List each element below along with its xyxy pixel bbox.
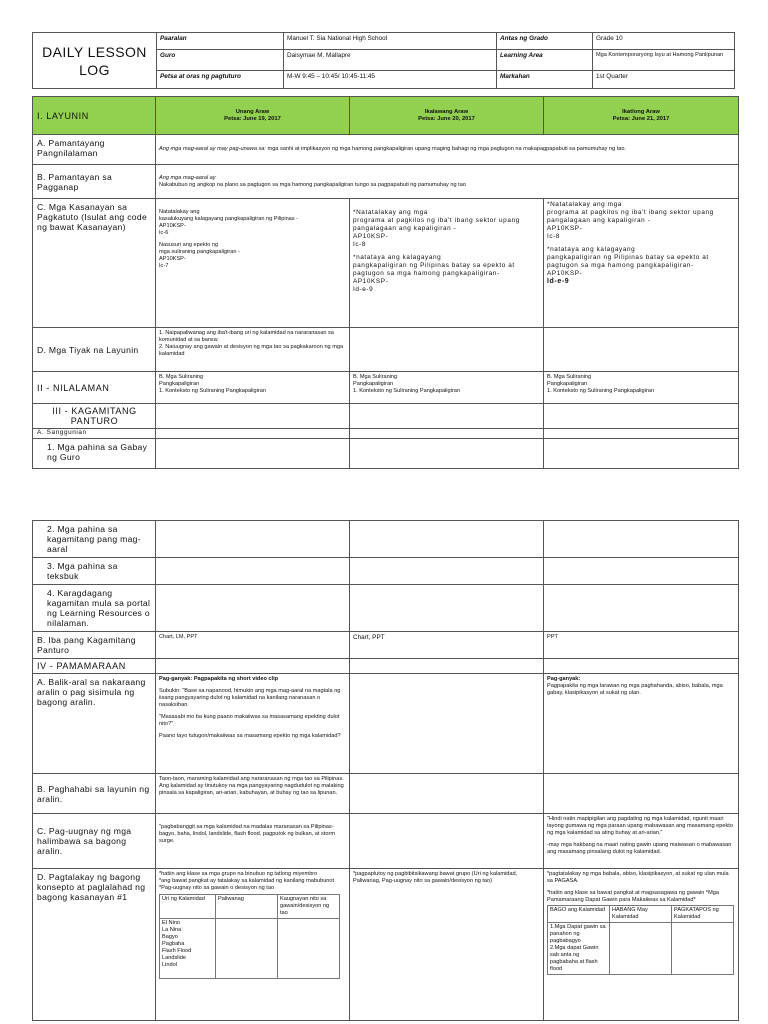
kagamitan-day-3 <box>544 404 739 429</box>
row-label-kagamitang-mag-aaral: 2. Mga pahina sa kagamitang pang mag-aaral <box>33 521 156 558</box>
guro-label: Guro <box>157 50 284 71</box>
day-header-row <box>33 97 739 135</box>
page-title: DAILY LESSON LOG <box>33 33 157 89</box>
kalamidad-header-paliwanag: Paliwanag <box>216 895 278 919</box>
tiyak-day-3 <box>544 328 739 372</box>
antas-value: Grade 10 <box>593 33 735 50</box>
kagamitang-mag-day-2 <box>350 521 544 558</box>
pamamaraan-day-1 <box>156 659 350 674</box>
lesson-table-page2 <box>32 520 739 1021</box>
kalamidad-item: El Nino <box>162 920 181 926</box>
pagtalakay-day-2: *pagpaplutoy ng pagbibitsikawang bawat grupo (Uri ng kalamidad, Paliwanag, Pag-uugnay nito sa gawain/desisyon ng tao) <box>350 869 544 1021</box>
paghahabi-day-3 <box>544 774 739 814</box>
petsa-value: M-W 9:45 – 10:45/ 10:45-11:45 <box>284 71 497 89</box>
kagamitang-mag-day-1 <box>156 521 350 558</box>
row-label-paghahabi: B. Paghahabi sa layunin ng aralin. <box>33 774 156 814</box>
kalamidad-item: Bagyo <box>162 934 178 940</box>
pamamaraan-header-pagkatapos: PAGKATAPOS ng Kalamidad <box>672 906 734 923</box>
karagdagang-day-2 <box>350 585 544 632</box>
pamantayang-pangnilalaman-text: Ang mga mag-aaral ay may pag-unawa sa: mga sanhi at implikasyon ng mga hamong pangkapaligiran upang maging bahagi ng mga pagtugon na makapagpapabuti sa pamumuhay ng tao. <box>156 135 739 165</box>
row-label-karagdagang-kagamitan: 4. Karagdagang kagamitan mula sa portal ng Learning Resources o nilalaman. <box>33 585 156 632</box>
day-1-header: Unang Araw Petsa: June 19, 2017 <box>156 97 350 135</box>
karagdagang-day-1 <box>156 585 350 632</box>
section-pamamaraan: IV - PAMAMARAAN <box>33 659 156 674</box>
pamamaraan-table <box>547 905 734 975</box>
pamamaraan-header-bago: BAGO ang Kalamidad <box>548 906 610 923</box>
kagamitan-day-2 <box>350 404 544 429</box>
paaralan-value: Manuel T. Sia National High School <box>284 33 497 50</box>
sanggunian-day-2 <box>350 429 544 439</box>
pag-uugnay-day-1: "pagbabanggit sa mga kalamidad na madalas maranasan sa Pilipinas- bagyo, baha, lindol, landslide, flash flood, pagputok ng bulkan, at storm surge. <box>156 814 350 869</box>
nilalaman-day-3: B. Mga Suliraning Pangkapaligiran 1. Konteksto ng Suliraning Pangkapaligiran <box>544 372 739 404</box>
row-label-pamantayan-pagganap: B. Pamantayan sa Pagganap <box>33 165 156 199</box>
paaralan-label: Paaralan <box>157 33 284 50</box>
iba-pang-day-1: Chart, LM, PPT <box>156 632 350 659</box>
tiyak-day-2 <box>350 328 544 372</box>
pamamaraan-pagkatapos-cell <box>672 923 734 975</box>
pamamaraan-habang-cell <box>610 923 672 975</box>
row-label-pagtalakay: D. Pagtalakay ng bagong konsepto at paglalahad ng bagong kasanayan #1 <box>33 869 156 1021</box>
kalamidad-item: La Nina <box>162 927 182 933</box>
markahan-value: 1st Quarter <box>593 71 735 89</box>
kalamidad-header-uri: Uri ng Kalamidad <box>160 895 216 919</box>
teksbuk-day-2 <box>350 558 544 585</box>
gabay-day-3 <box>544 439 739 469</box>
antas-label: Antas ng Grado <box>497 33 593 50</box>
kalamidad-item: Flash Flood <box>162 948 192 954</box>
tiyak-day-1: 1. Naipapaliwanag ang iba't-ibang uri ng kalamidad na nararanasan sa komunidad at sa bansa; 2. Naiuugnay ang gawain at desisyon ng mga tao sa pagkakaroon ng mga kalamidad <box>156 328 350 372</box>
kagamitan-day-1 <box>156 404 350 429</box>
nilalaman-day-2: B. Mga Suliraning Pangkapaligiran 1. Konteksto ng Suliraning Pangkapaligiran <box>350 372 544 404</box>
teksbuk-day-1 <box>156 558 350 585</box>
balik-aral-day-2 <box>350 674 544 774</box>
gabay-day-2 <box>350 439 544 469</box>
row-label-kasanayan: C. Mga Kasanayan sa Pagkatuto (Isulat ang code ng bawat Kasanayan) <box>33 199 156 328</box>
pag-uugnay-day-2 <box>350 814 544 869</box>
paghahabi-day-2 <box>350 774 544 814</box>
pamamaraan-header-habang: HABANG May Kalamidad <box>610 906 672 923</box>
pamamaraan-day-3 <box>544 659 739 674</box>
paghahabi-day-1: Taon-taon, maraming kalamidad ang nararanasan ng mga tao sa Pilipinas. Ang kalamidad ay tinutukoy na mga pangyayaring nagdudulot ng malaking pinsala sa kapaligiran, ari-arian, kabuhayan, at buhay ng tao sa lipunan. <box>156 774 350 814</box>
karagdagang-day-3 <box>544 585 739 632</box>
kalamidad-item: Pagbaha <box>162 941 185 947</box>
kalamidad-table <box>159 894 340 979</box>
row-label-gabay: 1. Mga pahina sa Gabay ng Guro <box>33 439 156 469</box>
sanggunian-day-1 <box>156 429 350 439</box>
pamantayan-pagganap-text: Ang mga mag-aaral ay Nakabubuo ng angkop na plano sa pagtugon sa mga hamong pangkapaligiran tungo sa pagpapabuti ng pamumuhay ng tao <box>156 165 739 199</box>
pagtalakay-day-1: *hatiin ang klase sa mga grupo na binubuo ng tatlong miyembro *ang bawat pangkat ay tatalakay sa kalamidad ng kanilang mabubunot *Pag-uugnay nito sa gawain o desisyon ng tao Uri ng Kalamidad Paliwanag Kaugnayan nito sa gawain/desisyon ng tao El Nino La Nina Bagyo Pagbaha Flash Flood Landslide Lindol <box>156 869 350 1021</box>
kalamidad-list <box>160 919 216 979</box>
markahan-label: Markahan <box>497 71 593 89</box>
row-label-balik-aral: A. Balik-aral sa nakaraang aralin o pag sisimula ng bagong aralin. <box>33 674 156 774</box>
pag-uugnay-day-3: "Hindi natin mapipigilan ang pagdating ng mga kalamidad, ngunit maari tayong gumawa ng mga paraan upang mabawasan ang masamang epekto ng mga kalamidad sa ating buhay at ari-arian." -may mga hakbang na maari nating gawin upang maiwasan o mabawasan ang masamang pinsalang dulot ng kalamidad. <box>544 814 739 869</box>
section-kagamitan: III - KAGAMITANG PANTURO <box>33 404 156 429</box>
kagamitang-mag-day-3 <box>544 521 739 558</box>
row-label-tiyak-na-layunin: D. Mga Tiyak na Layunin <box>33 328 156 372</box>
row-label-sanggunian: A. Sanggunian <box>33 429 156 439</box>
kasanayan-day-3: *Natatalakay ang mga programa at pagkilos ng iba't ibang sektor upang pangalagaan ang kapaligiran - AP10KSP- Ic-8 *natataya ang kalagayang pangkapaligiran ng Pilipinas batay sa epekto at pagtugon sa mga hamong pangkapaligiran- AP10KSP- Id-e-9 <box>544 199 739 328</box>
kalamidad-kaugnayan-cell <box>278 919 340 979</box>
kalamidad-header-kaugnayan: Kaugnayan nito sa gawain/desisyon ng tao <box>278 895 340 919</box>
balik-aral-day-3: Pag-ganyak: Pagpapakita ng mga larawan ng mga paghahanda, abiso, babala, mga gabay, klasipikasyon at sukat ng ulan. <box>544 674 739 774</box>
row-label-iba-pang-kagamitan: B. Iba pang Kagamitang Panturo <box>33 632 156 659</box>
lesson-table-page1 <box>32 96 739 469</box>
pamamaraan-day-2 <box>350 659 544 674</box>
pamamaraan-bago-cell: 1.Mga Dapat gawin sa panahon ng pagbabagyo 2.Mga dapat Gawin sab anta ng pagbabaha at flash flood <box>548 923 610 975</box>
iba-pang-day-2: Chart, PPT <box>350 632 544 659</box>
kasanayan-day-2: *Natatalakay ang mga programa at pagkilos ng iba't ibang sektor upang pangalagaan ang kapaligiran - AP10KSP- Ic-8 *natataya ang kalagayang pangkapaligiran ng Pilipinas batay sa epekto at pagtugon sa mga hamong pangkapaligiran- AP10KSP- Id-e-9 <box>350 199 544 328</box>
day-2-header: Ikalawang Araw Petsa: June 20, 2017 <box>350 97 544 135</box>
area-label: Learning Area <box>497 50 593 71</box>
kalamidad-item: Landslide <box>162 955 186 961</box>
day-3-header: Ikatlong Araw Petsa: June 21, 2017 <box>544 97 739 135</box>
section-layunin: I. LAYUNIN <box>33 97 156 135</box>
pagtalakay-day-3: *pagtatalakay ng mga babala, abiso, klasipikasyon, at sukat ng ulan mula sa PAGASA. *hatiin ang klase sa bawat pangkat at magsasagawa ng gawain *Mga Pamamaraang Dapat Gawin para Makaiiwas sa Kalamidad* BAGO ang Kalamidad HABANG May Kalamidad PAGKATAPOS ng Kalamidad 1.Mga Dapat gawin sa panahon ng pagbabagyo 2.Mga dapat Gawin sab anta ng pagbabaha at flash flood <box>544 869 739 1021</box>
balik-aral-day-1: Pag-ganyak: Pagpapakita ng short video clip Subukin: "Base sa napanood, himukin ang mga mag-aaral na magtala ng iisang pangyayaring dulot ng kalamidad na kanilang naranasan o nasaksihan. "Masasabi mo ba kung paano makaiiwas sa masasamang epekting dulot nito?" Paano tayo tutugon/makaiiwas sa masamang epekto ng mga kalamidad? <box>156 674 350 774</box>
area-value: Mga Kontemporaryong Isyu at Hamong Panlipunan <box>593 50 735 71</box>
kalamidad-item: Lindol <box>162 962 177 968</box>
petsa-label: Petsa at oras ng pagtuturo <box>157 71 284 89</box>
section-nilalaman: II - NILALAMAN <box>33 372 156 404</box>
row-label-teksbuk: 3. Mga pahina sa teksbuk <box>33 558 156 585</box>
iba-pang-day-3: PPT <box>544 632 739 659</box>
nilalaman-day-1: B. Mga Suliraning Pangkapaligiran 1. Konteksto ng Suliraning Pangkapaligiran <box>156 372 350 404</box>
row-label-pamantayang-pangnilalaman: A. Pamantayang Pangnilalaman <box>33 135 156 165</box>
header-table <box>32 32 735 89</box>
gabay-day-1 <box>156 439 350 469</box>
kasanayan-day-1: Natatalakay ang kasalukuyang kalagayang pangkapaligiran ng Pilipinas - AP10KSP- Ic-6 Nasusuri ang epekto ng mga suliraning pangkapaligiran - AP10KSP- Ic-7 <box>156 199 350 328</box>
guro-value: Daisymae M. Mallapre <box>284 50 497 71</box>
sanggunian-day-3 <box>544 429 739 439</box>
kalamidad-paliwanag-cell <box>216 919 278 979</box>
row-label-pag-uugnay: C. Pag-uugnay ng mga halimbawa sa bagong aralin. <box>33 814 156 869</box>
teksbuk-day-3 <box>544 558 739 585</box>
